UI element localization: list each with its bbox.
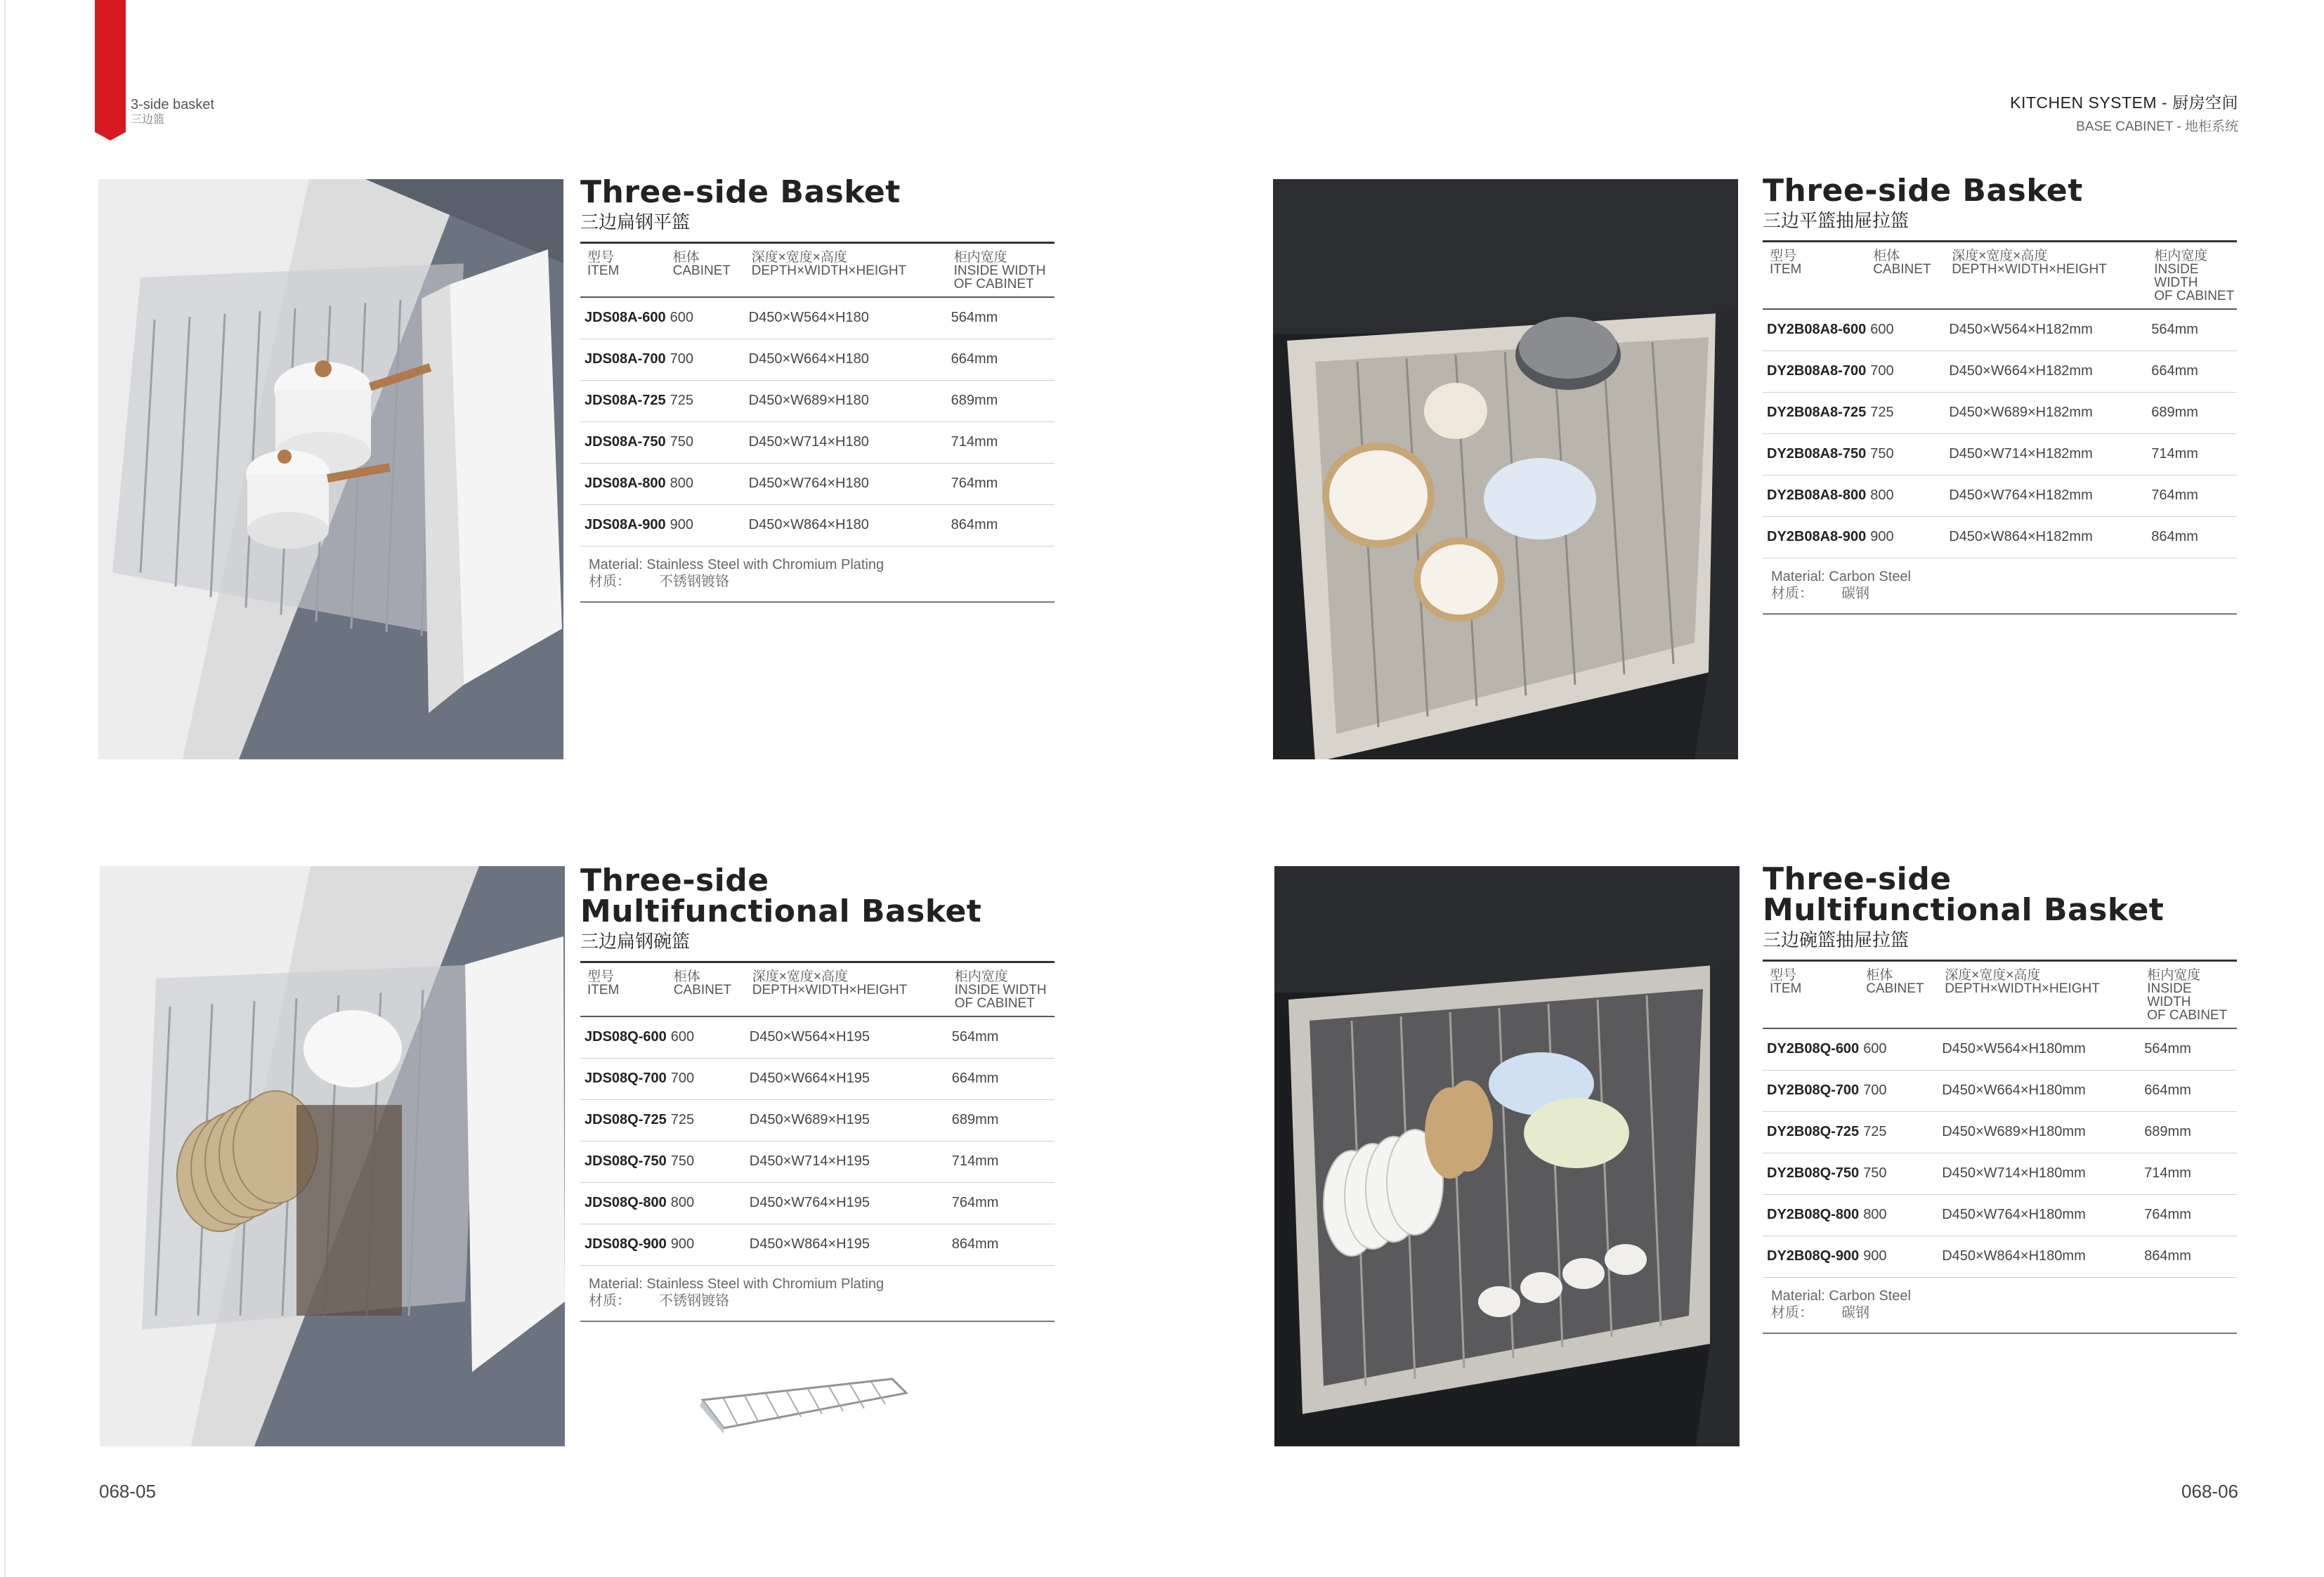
table-row: DY2B08Q-800 800 D450×W764×H180mm 764mm	[1763, 1194, 2237, 1236]
table-row: JDS08A-700 700 D450×W664×H180 664mm	[580, 339, 1055, 380]
header-base-cabinet: BASE CABINET - 地柜系统	[2076, 119, 2238, 134]
material-note	[580, 1266, 1055, 1322]
material-cn: 材质： 碳钢	[1771, 585, 1869, 601]
product-title: Three-side Basket	[580, 174, 901, 210]
page-edge	[4, 0, 6, 1577]
col-item: 型号 ITEM	[1770, 968, 1802, 996]
table-row: DY2B08A8-600 600 D450×W564×H182mm 564mm	[1763, 309, 2237, 351]
table-row: JDS08Q-900 900 D450×W864×H195 864mm	[580, 1224, 1055, 1265]
material-cn: 材质： 不锈钢镀铬	[589, 1293, 729, 1309]
table-row: JDS08Q-700 700 D450×W664×H195 664mm	[580, 1058, 1055, 1099]
table-row: JDS08A-725 725 D450×W689×H180 689mm	[580, 380, 1055, 421]
product-photo-1	[98, 179, 563, 759]
table-row: DY2B08A8-725 725 D450×W689×H182mm 689mm	[1763, 392, 2237, 433]
section-label	[131, 97, 214, 128]
spec-table	[580, 961, 1055, 1266]
table-row: DY2B08A8-900 900 D450×W864×H182mm 864mm	[1763, 516, 2237, 558]
col-inside-width: 柜内宽度 INSIDE WIDTH OF CABINET	[2147, 968, 2228, 1023]
col-dims: 深度×宽度×高度 DEPTH×WIDTH×HEIGHT	[752, 969, 908, 997]
table-row: DY2B08A8-800 800 D450×W764×H182mm 764mm	[1763, 475, 2237, 516]
spec-table	[1763, 960, 2237, 1278]
red-bookmark-tab	[95, 0, 126, 140]
col-inside-width: 柜内宽度 INSIDE WIDTH OF CABINET	[2154, 249, 2235, 303]
catalog-header	[2010, 90, 2238, 135]
table-row: DY2B08Q-725 725 D450×W689×H180mm 689mm	[1763, 1111, 2237, 1153]
col-cabinet: 柜体 CABINET	[673, 969, 732, 997]
material-en: Material: Carbon Steel	[1771, 568, 1911, 584]
col-inside-width: 柜内宽度 INSIDE WIDTH OF CABINET	[954, 969, 1047, 1011]
material-note	[1763, 558, 2237, 615]
table-row: JDS08A-800 800 D450×W764×H180 764mm	[580, 463, 1055, 504]
table-row: DY2B08Q-600 600 D450×W564×H180mm 564mm	[1763, 1028, 2237, 1070]
product-jds08a	[580, 174, 1055, 603]
material-note	[580, 547, 1055, 603]
product-subtitle-cn: 三边平篮抽屉拉篮	[1763, 211, 1910, 232]
table-row: DY2B08Q-750 750 D450×W714×H180mm 714mm	[1763, 1153, 2237, 1194]
material-en: Material: Stainless Steel with Chromium Plating	[589, 556, 884, 572]
table-row: JDS08Q-800 800 D450×W764×H195 764mm	[580, 1182, 1055, 1224]
page-number-right: 068-06	[2181, 1481, 2238, 1502]
product-subtitle-cn: 三边扁钢平篮	[580, 212, 691, 233]
material-en: Material: Carbon Steel	[1771, 1288, 1911, 1304]
table-row: DY2B08Q-900 900 D450×W864×H180mm 864mm	[1763, 1236, 2237, 1277]
product-dy2b08a8	[1763, 173, 2237, 615]
table-row: DY2B08Q-700 700 D450×W664×H180mm 664mm	[1763, 1070, 2237, 1111]
col-item: 型号 ITEM	[1770, 249, 1802, 277]
product-title: Three-side	[580, 863, 769, 898]
table-row: DY2B08A8-750 750 D450×W714×H182mm 714mm	[1763, 433, 2237, 475]
product-title-line2: Multifunctional Basket	[580, 894, 982, 929]
spec-table	[1763, 240, 2237, 558]
material-cn: 材质： 不锈钢镀铬	[589, 573, 729, 589]
product-subtitle-cn: 三边扁钢碗篮	[580, 931, 691, 953]
table-row: JDS08A-900 900 D450×W864×H180 864mm	[580, 504, 1055, 546]
basket-thumbnail	[696, 1372, 913, 1435]
material-cn: 材质： 碳钢	[1771, 1304, 1869, 1321]
product-dy2b08q	[1763, 861, 2237, 1334]
material-note	[1763, 1278, 2237, 1334]
table-row: JDS08Q-725 725 D450×W689×H195 689mm	[580, 1099, 1055, 1141]
product-title-line2: Multifunctional Basket	[1763, 892, 2165, 928]
page-number-left: 068-05	[99, 1481, 156, 1502]
product-jds08q	[580, 865, 1055, 1322]
col-dims: 深度×宽度×高度 DEPTH×WIDTH×HEIGHT	[751, 250, 907, 278]
table-row: DY2B08A8-700 700 D450×W664×H182mm 664mm	[1763, 351, 2237, 392]
section-label-en: 3-side basket	[131, 97, 214, 112]
spec-header-row	[1763, 242, 2237, 310]
spec-header-row	[580, 243, 1055, 298]
spec-header-row	[580, 962, 1055, 1017]
table-row: JDS08A-600 600 D450×W564×H180 564mm	[580, 297, 1055, 339]
col-cabinet: 柜体 CABINET	[1866, 968, 1924, 996]
table-row: JDS08Q-750 750 D450×W714×H195 714mm	[580, 1141, 1055, 1182]
spec-header-row	[1763, 961, 2237, 1029]
col-item: 型号 ITEM	[587, 969, 620, 997]
table-row: JDS08A-750 750 D450×W714×H180 714mm	[580, 421, 1055, 463]
col-dims: 深度×宽度×高度 DEPTH×WIDTH×HEIGHT	[1952, 249, 2107, 277]
product-subtitle-cn: 三边碗篮抽屉拉篮	[1763, 930, 1910, 951]
section-label-cn: 三边篮	[131, 114, 165, 126]
col-dims: 深度×宽度×高度 DEPTH×WIDTH×HEIGHT	[1945, 968, 2100, 996]
col-inside-width: 柜内宽度 INSIDE WIDTH OF CABINET	[953, 250, 1046, 292]
col-cabinet: 柜体 CABINET	[1873, 249, 1931, 277]
col-cabinet: 柜体 CABINET	[672, 250, 731, 278]
product-photo-2	[1273, 179, 1738, 759]
product-title: Three-side	[1763, 861, 1952, 897]
material-en: Material: Stainless Steel with Chromium Plating	[589, 1276, 884, 1292]
table-row: JDS08Q-600 600 D450×W564×H195 564mm	[580, 1016, 1055, 1058]
col-item: 型号 ITEM	[587, 250, 620, 278]
product-photo-3	[100, 866, 565, 1446]
spec-table	[580, 242, 1055, 547]
product-title: Three-side Basket	[1763, 173, 2083, 209]
product-photo-4	[1274, 866, 1739, 1446]
header-kitchen-system: KITCHEN SYSTEM - 厨房空间	[2010, 93, 2238, 112]
